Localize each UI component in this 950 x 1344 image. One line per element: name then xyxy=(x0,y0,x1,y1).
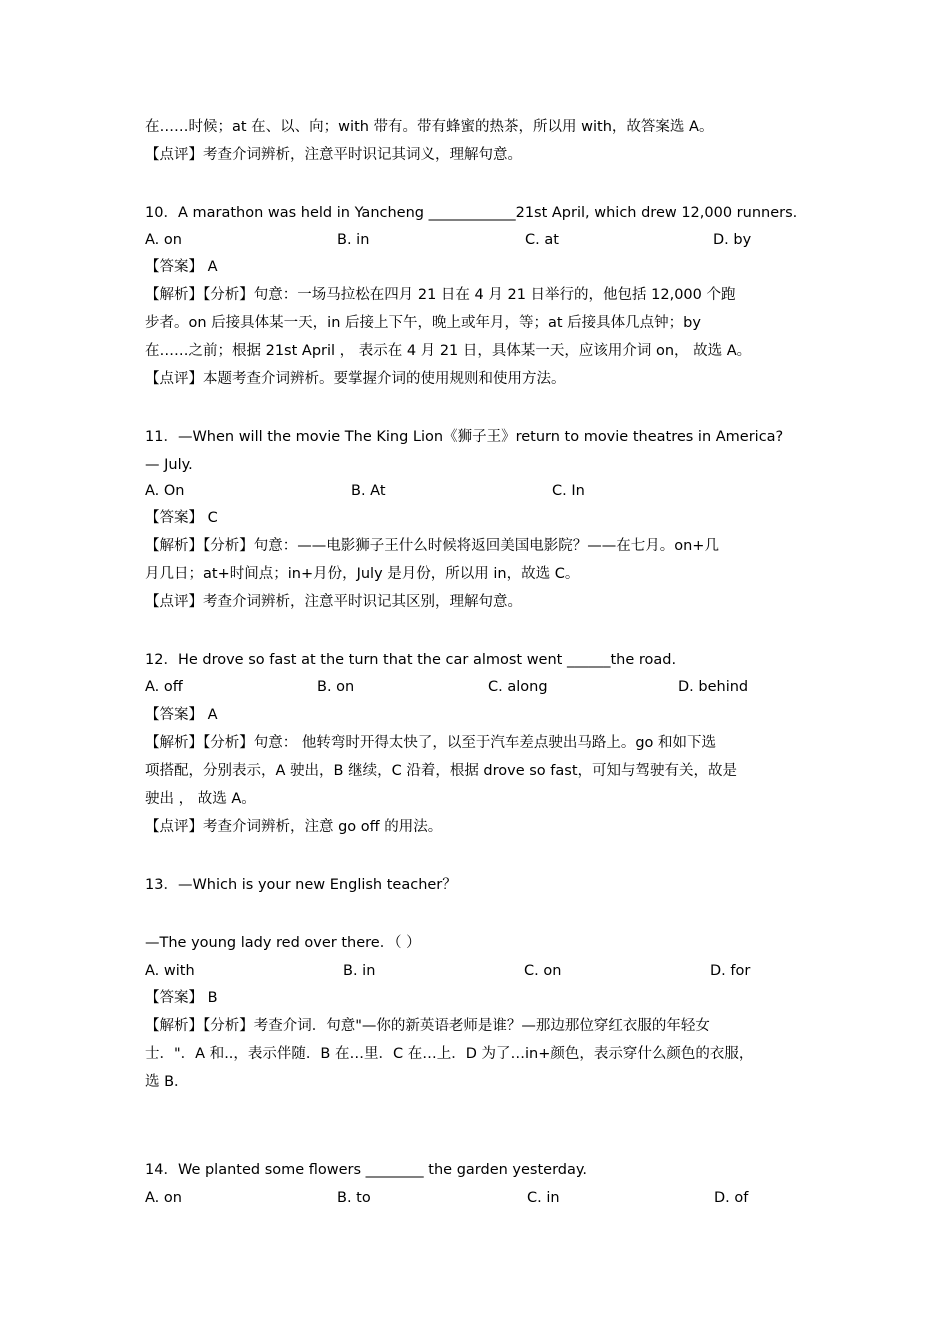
prev-comment: 【点评】考查介词辨析，注意平时识记其词义，理解句意。 xyxy=(145,147,522,163)
option-a: A. On xyxy=(145,483,185,499)
comment: 【点评】本题考查介词辨析。要掌握介词的使用规则和使用方法。 xyxy=(145,371,566,387)
answer: 【答案】 A xyxy=(145,259,218,275)
analysis-line: 士．"．A 和..，表示伴随．B 在…里．C 在…上．D 为了…in+颜色，表示穿什么颜色的衣服， xyxy=(145,1046,754,1062)
question-stem: 11．—When will the movie The King Lion《狮子王》return to movie theatres in America? xyxy=(145,429,784,445)
prev-analysis-line: 在……时候；at 在、以、向；with 带有。带有蜂蜜的热茶，所以用 with，故答案选 A。 xyxy=(145,119,714,135)
option-b: B. to xyxy=(337,1190,371,1206)
question-response-line: —The young lady red over there．（ ） xyxy=(145,935,421,951)
option-b: B. on xyxy=(317,679,355,695)
option-a: A. with xyxy=(145,963,195,979)
option-a: A. off xyxy=(145,679,183,695)
answer: 【答案】 C xyxy=(145,510,218,526)
option-c: C. at xyxy=(525,232,559,248)
analysis-line: 在……之前；根据 21st April ， 表示在 4 月 21 日，具体某一天，应该用介词 on， 故选 A。 xyxy=(145,343,752,359)
option-c: C. along xyxy=(488,679,548,695)
question-stem: 12．He drove so fast at the turn that the car almost went ______the road. xyxy=(145,652,677,668)
comment: 【点评】考查介词辨析，注意平时识记其区别，理解句意。 xyxy=(145,594,522,610)
option-c: C. on xyxy=(524,963,562,979)
comment: 【点评】考查介词辨析，注意 go off 的用法。 xyxy=(145,819,443,835)
option-d: D. of xyxy=(714,1190,749,1206)
option-a: A. on xyxy=(145,232,182,248)
option-b: B. At xyxy=(351,483,386,499)
option-d: D. by xyxy=(713,232,752,248)
answer: 【答案】 A xyxy=(145,707,218,723)
question-stem: 14．We planted some flowers ________ the garden yesterday. xyxy=(145,1162,588,1178)
analysis-line: 驶出 ， 故选 A。 xyxy=(145,791,256,807)
question-stem: 13．—Which is your new English teacher？ xyxy=(145,877,457,893)
option-d: D. for xyxy=(710,963,751,979)
analysis-line: 【解析】【分析】句意： 他转弯时开得太快了，以至于汽车差点驶出马路上。go 和如下选 xyxy=(145,735,717,751)
analysis-line: 【解析】【分析】考查介词．句意"—你的新英语老师是谁？—那边那位穿红衣服的年轻女 xyxy=(145,1018,710,1034)
option-b: B. in xyxy=(337,232,370,248)
analysis-line: 【解析】【分析】句意：一场马拉松在四月 21 日在 4 月 21 日举行的，他包括 12,000 个跑 xyxy=(145,287,736,303)
analysis-line: 【解析】【分析】句意：——电影狮子王什么时候将返回美国电影院？——在七月。on+几 xyxy=(145,538,719,554)
analysis-line: 步者。on 后接具体某一天，in 后接上下午，晚上或年月，等；at 后接具体几点钟；by xyxy=(145,315,701,331)
option-c: C. in xyxy=(527,1190,560,1206)
analysis-line: 项搭配，分别表示，A 驶出，B 继续，C 沿着，根据 drove so fast，可知与驾驶有关，故是 xyxy=(145,763,738,779)
question-stem: 10．A marathon was held in Yancheng ____________21st April, which drew 12,000 runners. xyxy=(145,205,798,221)
analysis-line: 选 B． xyxy=(145,1074,189,1090)
option-a: A. on xyxy=(145,1190,182,1206)
option-b: B. in xyxy=(343,963,376,979)
answer: 【答案】 B xyxy=(145,990,218,1006)
question-response-line: — July. xyxy=(145,457,193,473)
analysis-line: 月几日；at+时间点；in+月份，July 是月份，所以用 in，故选 C。 xyxy=(145,566,580,582)
option-c: C. In xyxy=(552,483,585,499)
option-d: D. behind xyxy=(678,679,749,695)
